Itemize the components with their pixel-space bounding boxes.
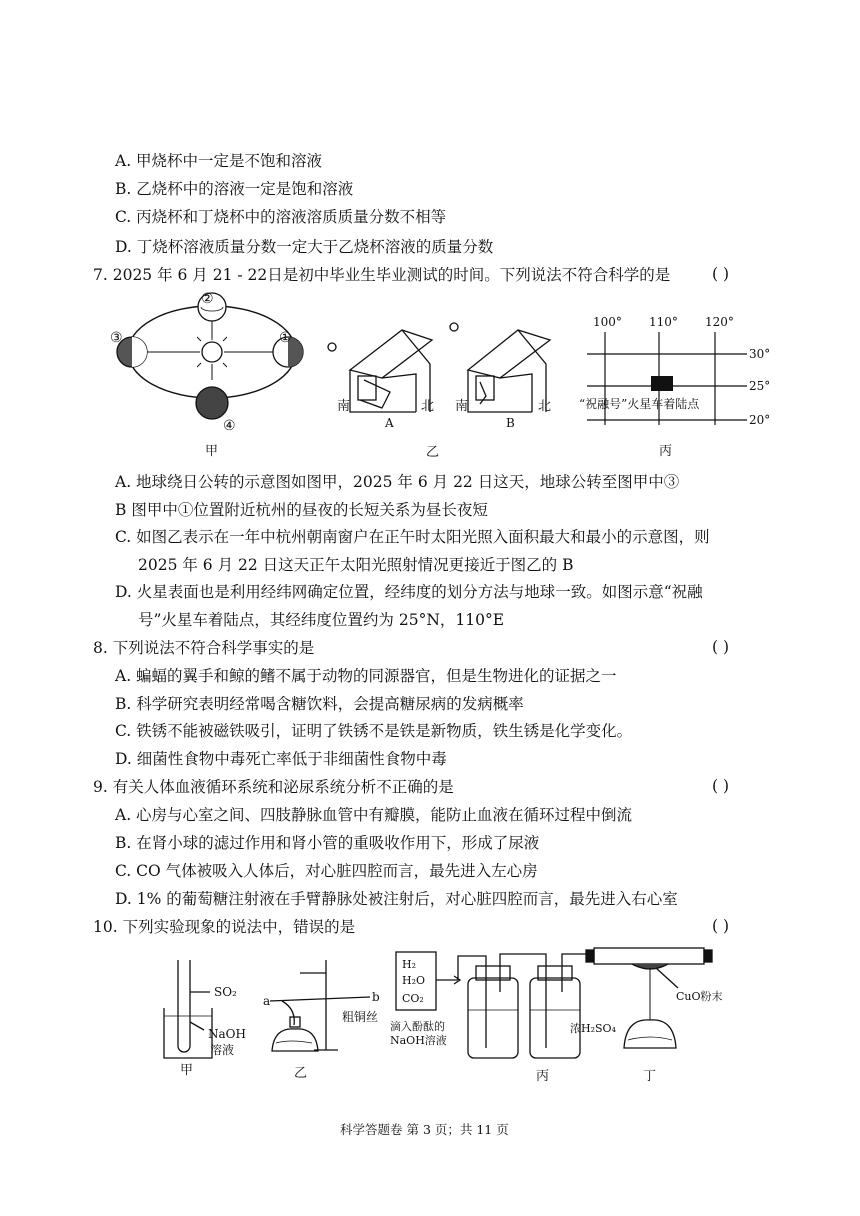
q10-stem: 10. 下列实验现象的说法中，错误的是 (93, 918, 356, 936)
q7-figure-bing-grid (575, 310, 790, 462)
svg-text:CuO粉末: CuO粉末 (676, 990, 723, 1003)
svg-text:NaOH: NaOH (208, 1027, 246, 1041)
svg-text:120°: 120° (705, 315, 734, 329)
q8-option-a: A. 蝙蝠的翼手和鲸的鳍不属于动物的同源器官，但是生物进化的证据之一 (115, 667, 617, 685)
svg-text:20°: 20° (749, 413, 771, 427)
q7-option-a: A. 地球绕日公转的示意图如图甲，2025 年 6 月 22 日这天，地球公转至图甲中③ (115, 473, 680, 491)
svg-text:a: a (263, 994, 271, 1008)
svg-text:B: B (506, 416, 515, 430)
q9-option-b: B. 在肾小球的滤过作用和肾小管的重吸收作用下，形成了尿液 (115, 834, 540, 852)
sun-icon (202, 342, 222, 362)
svg-text:南: 南 (337, 399, 351, 414)
svg-text:NaOH溶液: NaOH溶液 (390, 1034, 447, 1047)
q7-option-d: D. 火星表面也是利用经纬网确定位置，经纬度的划分方法与地球一致。如图示意“祝融 (115, 583, 703, 601)
svg-text:H₂: H₂ (402, 958, 417, 971)
q8-option-c: C. 铁锈不能被磁铁吸引，证明了铁锈不是铁是新物质，铁生锈是化学变化。 (115, 722, 633, 740)
q9-option-c: C. CO 气体被吸入人体后，对心脏四腔而言，最先进入左心房 (115, 862, 538, 880)
svg-text:溶液: 溶液 (210, 1043, 235, 1057)
q8-answer-paren: ( ) (712, 638, 730, 656)
svg-text:30°: 30° (749, 347, 771, 361)
q10-figure-bing-ding-apparatus (388, 948, 728, 1083)
svg-text:100°: 100° (593, 315, 622, 329)
svg-text:南: 南 (455, 399, 469, 414)
q7-option-b: B 图甲中①位置附近杭州的昼夜的长短关系为昼长夜短 (115, 501, 488, 519)
q8-option-d: D. 细菌性食物中毒死亡率低于非细菌性食物中毒 (115, 750, 447, 768)
landing-site-marker (651, 376, 673, 391)
svg-text:④: ④ (223, 418, 236, 434)
q7-figure-bing-label: 丙 (659, 444, 673, 459)
q10-figure-bing-label: 丙 (536, 1069, 550, 1084)
q10-figure-jia-label: 甲 (180, 1063, 194, 1078)
earth-position-4 (196, 387, 228, 419)
q9-stem: 9. 有关人体血液循环系统和泌尿系统分析不正确的是 (93, 778, 454, 796)
svg-text:A: A (385, 416, 394, 430)
svg-text:SO₂: SO₂ (214, 985, 237, 999)
svg-text:“祝融号”火星车着陆点: “祝融号”火星车着陆点 (579, 397, 700, 411)
svg-text:粗铜丝: 粗铜丝 (342, 1010, 379, 1024)
svg-text:25°: 25° (749, 379, 771, 393)
q8-stem: 8. 下列说法不符合科学事实的是 (93, 639, 315, 657)
q7-answer-paren: ( ) (712, 265, 730, 283)
svg-text:③: ③ (110, 330, 123, 346)
q9-option-a: A. 心房与心室之间、四肢静脉血管中有瓣膜，能防止血液在循环过程中倒流 (115, 806, 633, 824)
q10-answer-paren: ( ) (712, 917, 730, 935)
q6-option-d: D. 丁烧杯溶液质量分数一定大于乙烧杯溶液的质量分数 (115, 238, 494, 256)
q10-figure-jia-apparatus (150, 950, 270, 1078)
q7-stem: 7. 2025 年 6 月 21 - 22日是初中毕业生毕业测试的时间。下列说法不符合科学的是 (93, 266, 671, 284)
q9-answer-paren: ( ) (712, 777, 730, 795)
q9-option-d: D. 1% 的葡萄糖注射液在手臂静脉处被注射后，对心脏四腔而言，最先进入右心室 (115, 890, 678, 908)
q7-figure-jia-orbit (108, 290, 318, 460)
q7-option-c: C. 如图乙表示在一年中杭州朝南窗户在正午时太阳光照入面积最大和最小的示意图，则 (115, 528, 710, 546)
page-footer: 科学答题卷 第 3 页；共 11 页 (340, 1122, 509, 1137)
q6-option-b: B. 乙烧杯中的溶液一定是饱和溶液 (115, 180, 354, 198)
svg-text:北: 北 (421, 399, 435, 414)
svg-text:滴入酚酞的: 滴入酚酞的 (390, 1020, 445, 1033)
q7-option-d-cont: 号”火星车着陆点，其经纬度位置约为 25°N，110°E (138, 611, 505, 629)
q10-figure-ding-label: 丁 (643, 1069, 657, 1084)
svg-text:②: ② (201, 291, 214, 307)
svg-text:110°: 110° (649, 315, 678, 329)
svg-text:b: b (372, 990, 380, 1004)
svg-text:浓H₂SO₄: 浓H₂SO₄ (570, 1022, 616, 1035)
q8-option-b: B. 科学研究表明经常喝含糖饮料，会提高糖尿病的发病概率 (115, 695, 524, 713)
q7-figure-jia-label: 甲 (205, 444, 219, 459)
q6-option-c: C. 丙烧杯和丁烧杯中的溶液溶质质量分数不相等 (115, 208, 447, 226)
q7-option-c-cont: 2025 年 6 月 22 日这天正午太阳光照射情况更接近于图乙的 B (138, 556, 574, 574)
svg-text:①: ① (279, 330, 292, 346)
q6-option-a: A. 甲烧杯中一定是不饱和溶液 (115, 152, 323, 170)
q7-figure-yi-houses (320, 312, 565, 464)
svg-text:北: 北 (538, 399, 552, 414)
svg-text:H₂O: H₂O (402, 974, 426, 987)
svg-text:CO₂: CO₂ (402, 992, 424, 1005)
q10-figure-yi-apparatus (260, 955, 380, 1080)
q10-figure-yi-label: 乙 (294, 1066, 308, 1081)
q7-figure-yi-label: 乙 (426, 445, 440, 460)
